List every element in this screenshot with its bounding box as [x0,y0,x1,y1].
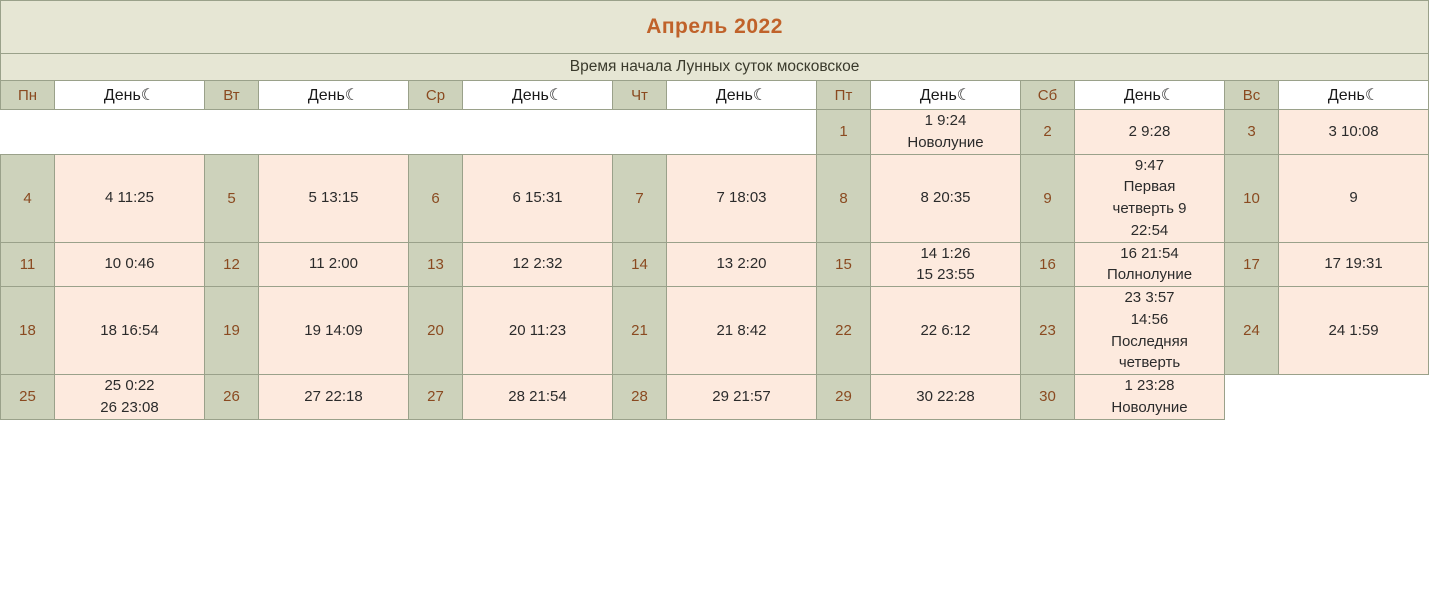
header-day-sun: День☾ [1279,81,1429,110]
lunar-day-line: 14 1:26 [920,244,971,262]
empty-dow-cell [613,110,667,155]
lunar-day-line: 18 16:54 [100,321,159,339]
lunar-day-cell[interactable] [259,242,409,287]
date-number-cell[interactable]: 3 [1225,110,1279,155]
week-row [1,110,1429,155]
lunar-day-cell[interactable] [463,154,613,242]
empty-day-cell [259,110,409,155]
lunar-day-cell[interactable] [1075,287,1225,375]
lunar-day-line: 24 1:59 [1328,321,1379,339]
lunar-day-line: 26 23:08 [100,398,159,416]
date-number-cell[interactable]: 8 [817,154,871,242]
date-number-cell[interactable]: 24 [1225,287,1279,375]
week-row [1,375,1429,420]
subtitle-row [1,54,1429,81]
lunar-day-line: 9:47 [1134,156,1165,174]
lunar-day-cell[interactable] [871,242,1021,287]
title-row [1,1,1429,54]
date-number-cell[interactable]: 5 [205,154,259,242]
lunar-day-cell[interactable] [1279,287,1429,375]
date-number-cell[interactable]: 16 [1021,242,1075,287]
title-year: 2022 [734,15,783,38]
lunar-day-cell[interactable] [1279,154,1429,242]
date-number-cell[interactable]: 28 [613,375,667,420]
empty-day-cell [1279,375,1429,420]
lunar-day-cell[interactable] [55,375,205,420]
header-dow-sun: Вс [1225,81,1279,110]
empty-day-cell [463,110,613,155]
lunar-day-line: 22 6:12 [920,321,971,339]
date-number-cell[interactable]: 11 [1,242,55,287]
lunar-day-cell[interactable] [1075,242,1225,287]
lunar-day-cell[interactable] [55,287,205,375]
lunar-day-cell[interactable] [871,154,1021,242]
lunar-day-cell[interactable] [1279,242,1429,287]
date-number-cell[interactable]: 18 [1,287,55,375]
lunar-day-cell[interactable] [1075,154,1225,242]
lunar-day-line: 10 0:46 [104,255,155,273]
lunar-day-line: Новолуние [1111,398,1188,416]
empty-dow-cell [409,110,463,155]
title-month: Апрель [646,15,728,38]
header-row [1,81,1429,110]
lunar-day-cell[interactable] [667,287,817,375]
lunar-day-cell[interactable] [667,375,817,420]
lunar-day-line: 25 0:22 [104,377,155,394]
date-number-cell[interactable]: 7 [613,154,667,242]
header-day-tue: День☾ [259,81,409,110]
header-dow-thu: Чт [613,81,667,110]
header-day-sat: День☾ [1075,81,1225,110]
header-dow-tue: Вт [205,81,259,110]
header-day-fri: День☾ [871,81,1021,110]
lunar-day-cell[interactable] [463,242,613,287]
lunar-day-cell[interactable] [871,110,1021,155]
date-number-cell[interactable]: 6 [409,154,463,242]
empty-day-cell [55,110,205,155]
lunar-day-line: 14:56 [1130,310,1169,328]
week-row [1,154,1429,242]
week-row [1,242,1429,287]
lunar-day-line: 28 21:54 [508,387,567,405]
lunar-day-cell[interactable] [667,242,817,287]
lunar-day-cell[interactable] [871,287,1021,375]
lunar-day-line: 11 2:00 [309,255,358,273]
lunar-day-line: 5 13:15 [308,189,359,207]
lunar-day-line: 15 23:55 [916,266,975,284]
lunar-day-cell[interactable] [463,375,613,420]
header-dow-sat: Сб [1021,81,1075,110]
lunar-day-line: 21 8:42 [716,321,767,339]
date-number-cell[interactable]: 21 [613,287,667,375]
lunar-day-cell[interactable] [1075,110,1225,155]
lunar-day-cell[interactable] [463,287,613,375]
lunar-day-cell[interactable] [1279,110,1429,155]
header-day-thu: День☾ [667,81,817,110]
date-number-cell[interactable]: 30 [1021,375,1075,420]
lunar-day-line: 20 11:23 [508,321,567,339]
lunar-day-cell[interactable] [259,154,409,242]
header-day-wed: День☾ [463,81,613,110]
date-number-cell[interactable]: 27 [409,375,463,420]
date-number-cell[interactable]: 17 [1225,242,1279,287]
lunar-day-line: четверть 9 [1112,200,1187,217]
lunar-day-line: 17 19:31 [1324,255,1383,273]
date-number-cell[interactable]: 9 [1021,154,1075,242]
lunar-day-line: 7 18:03 [716,189,767,207]
date-number-cell[interactable]: 12 [205,242,259,287]
lunar-day-line: 22:54 [1130,221,1169,239]
calendar-weeks [1,110,1429,420]
lunar-day-line: Первая [1123,178,1176,196]
lunar-day-line: 4 11:25 [105,189,154,207]
lunar-day-cell[interactable] [259,375,409,420]
lunar-day-line: 1 9:24 [924,112,967,129]
lunar-day-line: 16 21:54 [1120,244,1179,262]
header-day-mon: День☾ [55,81,205,110]
lunar-day-line: Новолуние [907,133,984,151]
lunar-day-cell[interactable] [1075,375,1225,420]
lunar-day-line: 23 3:57 [1124,289,1175,306]
date-number-cell[interactable]: 14 [613,242,667,287]
lunar-day-line: 9 [1349,189,1358,207]
week-row [1,287,1429,375]
lunar-day-line: Полнолуние [1106,266,1193,284]
date-number-cell[interactable]: 1 [817,110,871,155]
date-number-cell[interactable]: 26 [205,375,259,420]
empty-dow-cell [205,110,259,155]
date-number-cell[interactable]: 22 [817,287,871,375]
lunar-day-cell[interactable] [55,242,205,287]
header-dow-mon: Пн [1,81,55,110]
lunar-day-line: Последняя [1111,332,1188,350]
date-number-cell[interactable]: 29 [817,375,871,420]
empty-dow-cell [1,110,55,155]
lunar-day-line: 8 20:35 [920,189,971,207]
date-number-cell[interactable]: 4 [1,154,55,242]
header-dow-fri: Пт [817,81,871,110]
date-number-cell[interactable]: 2 [1021,110,1075,155]
lunar-day-cell[interactable] [55,154,205,242]
lunar-day-cell[interactable] [667,154,817,242]
header-dow-wed: Ср [409,81,463,110]
lunar-day-cell[interactable] [871,375,1021,420]
lunar-day-line: 12 2:32 [512,255,563,273]
empty-dow-cell [1225,375,1279,420]
date-number-cell[interactable]: 25 [1,375,55,420]
subtitle: Время начала Лунных суток московское [1,54,1429,81]
date-number-cell[interactable]: 15 [817,242,871,287]
empty-day-cell [667,110,817,155]
lunar-day-line: 29 21:57 [712,387,771,405]
lunar-day-line: 1 23:28 [1124,377,1175,394]
page-title [1,1,1429,54]
date-number-cell[interactable]: 23 [1021,287,1075,375]
lunar-day-line: 19 14:09 [304,321,363,339]
date-number-cell[interactable]: 13 [409,242,463,287]
lunar-day-line: четверть [1118,354,1181,372]
date-number-cell[interactable]: 20 [409,287,463,375]
lunar-day-cell[interactable] [259,287,409,375]
lunar-day-line: 6 15:31 [512,189,563,207]
lunar-day-line: 13 2:20 [716,255,767,273]
date-number-cell[interactable]: 10 [1225,154,1279,242]
lunar-day-line: 30 22:28 [916,387,975,405]
lunar-day-line: 3 10:08 [1328,122,1379,140]
lunar-day-line: 27 22:18 [304,387,363,405]
lunar-day-line: 2 9:28 [1128,122,1171,140]
date-number-cell[interactable]: 19 [205,287,259,375]
